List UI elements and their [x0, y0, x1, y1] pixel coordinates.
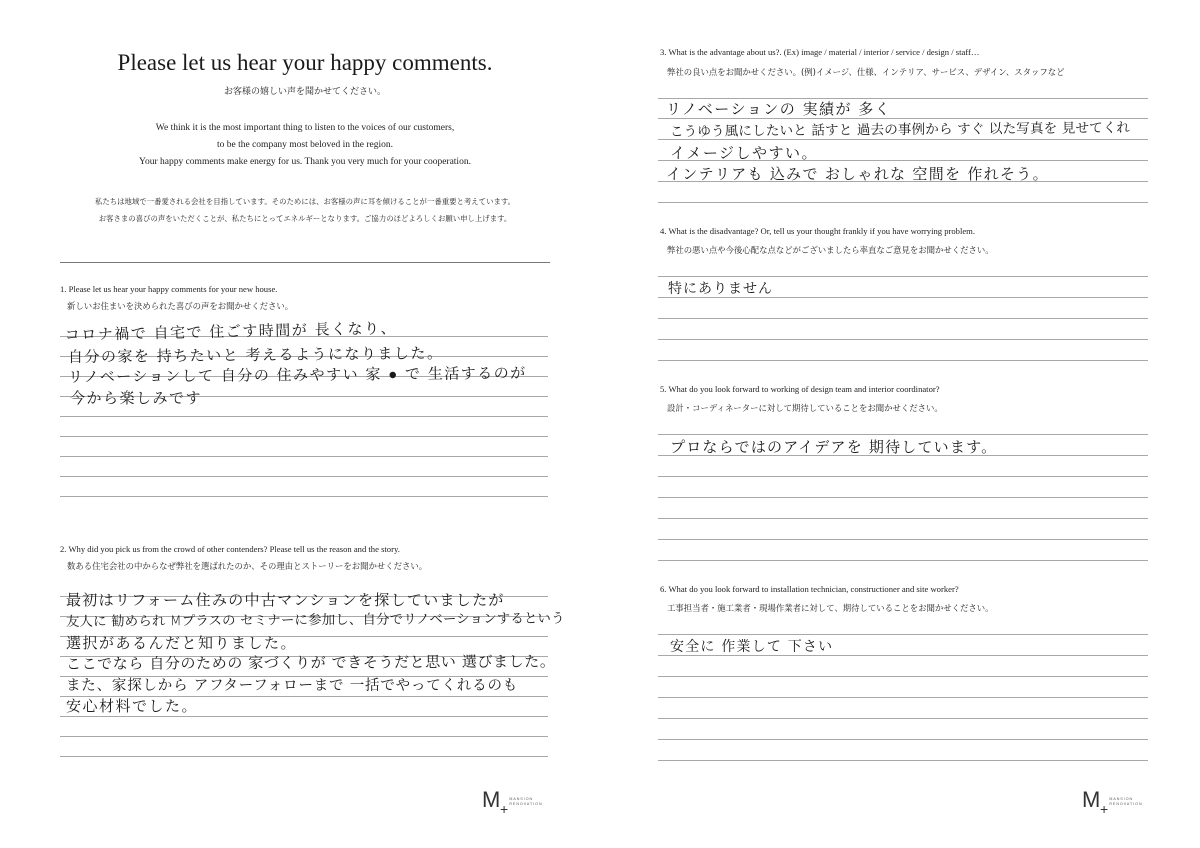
question-1-ja: 新しいお住まいを決められた喜びの声をお聞かせください。	[67, 301, 294, 311]
answer-2-text: 最初はリフォーム住みの中古マンションを探していましたが	[66, 591, 505, 609]
answer-1-text: コロナ禍で 自宅で 住ごす時間が 長くなり、	[64, 319, 398, 345]
question-5-ja: 設計・コーディネーターに対して期待していることをお聞かせください。	[667, 403, 943, 413]
answer-2-text: また、家探しから アフターフォローまで 一括でやってくれるのも	[66, 678, 519, 694]
brand-logo	[1082, 787, 1143, 817]
question-6-ja: 工事担当者・施工業者・現場作業者に対して、期待していることをお聞かせください。	[667, 603, 994, 613]
question-3-ja: 弊社の良い点をお聞かせください。(例)イメージ、仕様、インテリア、サービス、デザイン、スタッフなど	[667, 67, 1065, 77]
intro-en-line: to be the company most beloved in the region.	[217, 140, 393, 150]
logo-plus: +	[1100, 801, 1109, 817]
page-subtitle: お客様の嬉しい声を聞かせてください。	[223, 87, 386, 97]
question-1-en: 1. Please let us hear your happy comments for your new house.	[60, 284, 278, 294]
answer-3-text: こうゆう風にしたいと 話すと 過去の事例から すぐ 以た写真を 見せてくれ	[669, 119, 1131, 140]
answer-2-text: 友人に 勧められ Mプラスの セミナーに参加し、自分でリノベーションするという	[65, 611, 565, 630]
question-4-en: 4. What is the disadvantage? Or, tell us your thought frankly if you have worrying problem.	[660, 226, 976, 236]
answer-2-text: 選択があるんだと知りました。	[66, 634, 298, 652]
brand-logo	[482, 787, 543, 817]
logo-mark: M +	[482, 789, 500, 811]
question-2-ja: 数ある住宅会社の中からなぜ弊社を選ばれたのか、その理由とストーリーをお聞かせください。	[67, 561, 428, 571]
answer-1-text: 今から楽しみです	[70, 389, 203, 407]
answer-4-text: 特にありません	[668, 281, 773, 297]
header-divider	[60, 262, 550, 263]
answer-6-text: 安全に 作業して 下さい	[670, 639, 834, 655]
question-4-ja: 弊社の悪い点や今後心配な点などがございましたら率直なご意見をお聞かせください。	[667, 245, 994, 255]
question-2-en: 2. Why did you pick us from the crowd of other contenders? Please tell us the reason and the story.	[60, 544, 400, 554]
logo-words: MANSION RENOVATION	[1109, 797, 1143, 806]
page-title: Please let us hear your happy comments.	[117, 50, 493, 75]
right-page	[600, 0, 1200, 848]
answer-2-text: 安心材料でした。	[66, 697, 199, 715]
answer-1-text: リノベーションして 自分の 住みやすい 家 ● で 生活するのが	[67, 363, 527, 387]
question-5-en: 5. What do you look forward to working of design team and interior coordinator?	[660, 384, 940, 394]
answer-3-text: イメージしやすい。	[670, 144, 819, 162]
intro-ja-line: お客さまの喜びの声をいただくことが、私たちにとってエネルギーとなります。ご協力のほどよろしくお願い申し上げます。	[98, 214, 512, 223]
question-3-en: 3. What is the advantage about us?. (Ex) image / material / interior / service / design / staff…	[660, 47, 980, 57]
logo-plus: +	[500, 801, 509, 817]
logo-words: MANSION RENOVATION	[509, 797, 543, 806]
logo-mark: M +	[1082, 789, 1100, 811]
intro-en-line: We think it is the most important thing to listen to the voices of our customers,	[155, 123, 455, 133]
answer-5-text: プロならではのアイデアを 期待しています。	[670, 438, 998, 456]
answer-3-text: リノベーションの 実績が 多く	[666, 100, 892, 118]
intro-en-line: Your happy comments make energy for us. Thank you very much for your cooperation.	[139, 157, 471, 167]
answer-2-text: ここでなら 自分のための 家づくりが できそうだと思い 選びました。	[65, 652, 556, 673]
question-6-en: 6. What do you look forward to installation technician, constructioner and site worker?	[660, 584, 959, 594]
intro-ja-line: 私たちは地域で一番愛される会社を目指しています。そのためには、お客様の声に耳を傾けることが一番重要と考えています。	[94, 197, 516, 206]
answer-1-text: 自分の家を 持ちたいと 考えるようになりました。	[67, 344, 444, 367]
answer-3-text: インテリアも 込みで おしゃれな 空間を 作れそう。	[666, 165, 1049, 183]
